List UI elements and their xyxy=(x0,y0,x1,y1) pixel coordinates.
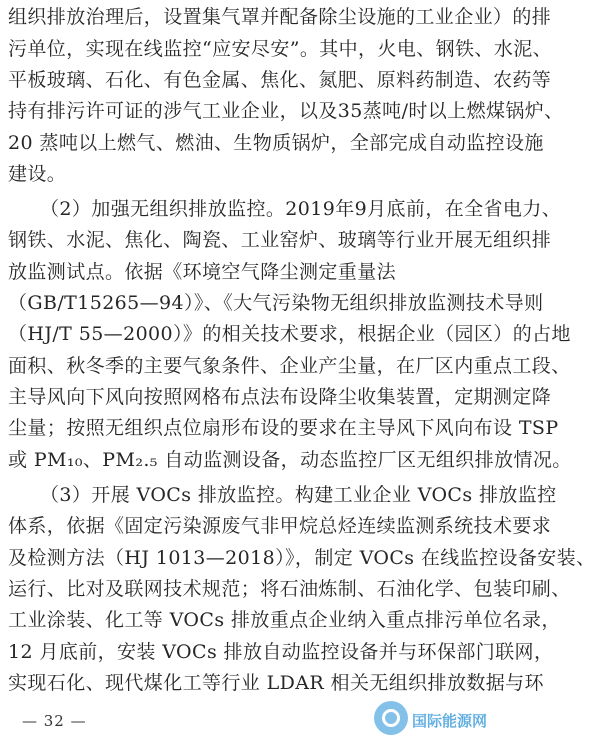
text-line: 主导风向下风向按照网格布点法布设降尘收集装置，定期测定降 xyxy=(8,386,552,408)
text-line: 建设。 xyxy=(8,163,67,185)
text-line: 或 PM₁₀、PM₂.₅ 自动监测设备，动态监控厂区无组织排放情况。 xyxy=(8,449,572,471)
text-line: 12 月底前，安装 VOCs 排放自动监控设备并与环保部门联网， xyxy=(8,641,554,663)
text-line: （HJ/T 55—2000）》的相关技术要求，根据企业（园区）的占地 xyxy=(8,323,571,345)
globe-icon xyxy=(374,701,408,735)
text-line: 及检测方法（HJ 1013—2018）》，制定 VOCs 在线监控设备安装、 xyxy=(8,547,595,569)
text-line: 体系，依据《固定污染源废气非甲烷总烃连续监测系统技术要求 xyxy=(8,515,552,537)
paragraph-3-start: （3）开展 VOCs 排放监控。构建工业企业 VOCs 排放监控 xyxy=(40,484,557,506)
text-line: 20 蒸吨以上燃气、燃油、生物质锅炉，全部完成自动监控设施 xyxy=(8,132,544,154)
text-line: 面积、秋冬季的主要气象条件、企业产尘量，在厂区内重点工段、 xyxy=(8,355,571,377)
text-line: 放监测试点。依据《环境空气降尘测定重量法 xyxy=(8,261,397,283)
text-line: 实现石化、现代煤化工等行业 LDAR 相关无组织排放数据与环 xyxy=(8,672,544,694)
watermark-logo xyxy=(326,699,496,737)
text-line: 持有排污许可证的涉气工业企业，以及35蒸吨/时以上燃煤锅炉、 xyxy=(8,100,564,122)
text-line: 工业涂装、化工等 VOCs 排放重点企业纳入重点排污单位名录， xyxy=(8,609,561,631)
text-line: 组织排放治理后，设置集气罩并配备除尘设施的工业企业）的排 xyxy=(8,6,552,28)
text-line: 平板玻璃、石化、有色金属、焦化、氮肥、原料药制造、农药等 xyxy=(8,69,552,91)
paragraph-2-start: （2）加强无组织排放监控。2019年9月底前，在全省电力、 xyxy=(40,198,562,220)
page-number: — 32 — xyxy=(22,712,87,730)
text-line: 运行、比对及联网技术规范；将石油炼制、石油化学、包装印刷、 xyxy=(8,578,571,600)
watermark-text: 国际能源网 xyxy=(412,712,488,730)
text-line: （GB/T15265—94）》、《大气污染物无组织排放监测技术导则 xyxy=(8,292,544,314)
text-line: 尘量；按照无组织点位扇形布设的要求在主导风下风向布设 TSP xyxy=(8,417,559,439)
text-line: 钢铁、水泥、焦化、陶瓷、工业窑炉、玻璃等行业开展无组织排 xyxy=(8,229,552,251)
text-line: 污单位，实现在线监控“应安尽安”。其中，火电、钢铁、水泥、 xyxy=(8,38,553,60)
